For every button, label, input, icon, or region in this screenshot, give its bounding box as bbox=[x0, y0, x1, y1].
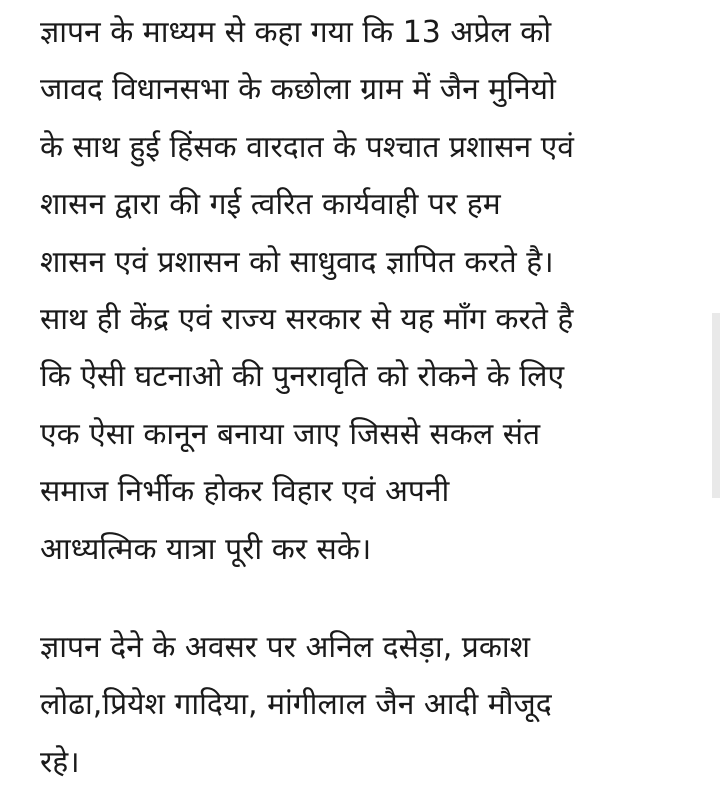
text-line: कि ऐसी घटनाओ की पुनरावृति को रोकने के लिए bbox=[40, 359, 565, 395]
scrollbar-thumb[interactable] bbox=[712, 313, 720, 498]
text-line: जावद विधानसभा के कछोला ग्राम में जैन मुनियो bbox=[40, 72, 556, 108]
text-line: समाज निर्भीक होकर विहार एवं अपनी bbox=[40, 474, 450, 510]
text-line: लोढा,प्रियेश गादिया, मांगीलाल जैन आदी मौजूद bbox=[40, 687, 552, 723]
text-line: साथ ही केंद्र एवं राज्य सरकार से यह माँग करते है bbox=[40, 301, 574, 337]
paragraph-memorandum bbox=[40, 4, 574, 578]
text-line: के साथ हुई हिंसक वारदात के पश्चात प्रशासन एवं bbox=[40, 129, 574, 165]
text-line: शासन द्वारा की गई त्वरित कार्यवाही पर हम bbox=[40, 187, 501, 223]
text-line: ज्ञापन देने के अवसर पर अनिल दसेड़ा, प्रकाश bbox=[40, 630, 531, 665]
text-line: ज्ञापन के माध्यम से कहा गया कि 13 अप्रेल को bbox=[40, 15, 552, 50]
text-line: शासन एवं प्रशासन को साधुवाद ज्ञापित करते है। bbox=[40, 244, 554, 280]
text-line: आध्यत्मिक यात्रा पूरी कर सके। bbox=[40, 531, 372, 567]
text-line: रहे। bbox=[40, 744, 80, 780]
text-line: एक ऐसा कानून बनाया जाए जिससे सकल संत bbox=[40, 416, 541, 452]
paragraph-attendees bbox=[40, 619, 552, 791]
